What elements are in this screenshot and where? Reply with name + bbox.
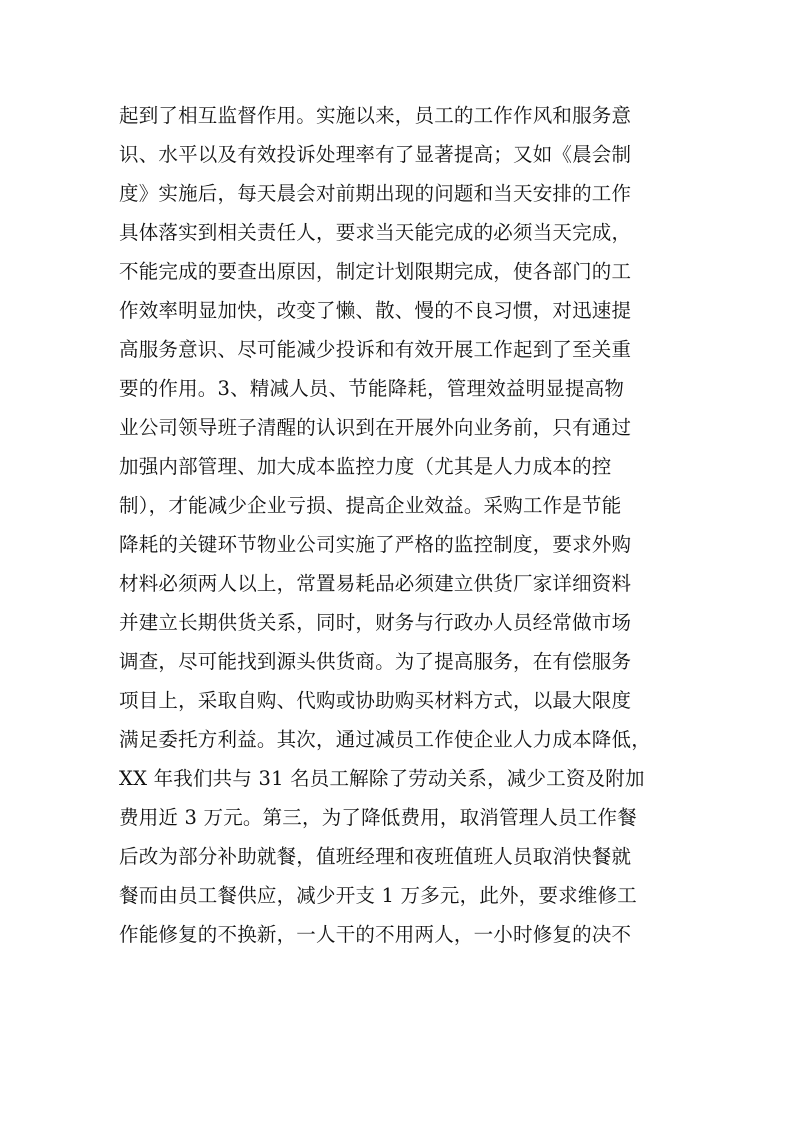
text-line: 并建立长期供货关系，同时，财务与行政办人员经常做市场 bbox=[119, 611, 632, 634]
text-line: 业公司领导班子清醒的认识到在开展外向业务前，只有通过 bbox=[119, 416, 632, 439]
text-line: 加强内部管理、加大成本监控力度（尤其是人力成本的控 bbox=[119, 455, 612, 478]
text-line: XX 年我们共与 31 名员工解除了劳动关系，减少工资及附加 bbox=[119, 767, 645, 790]
text-line: 项目上，采取自购、代购或协助购买材料方式，以最大限度 bbox=[119, 689, 632, 712]
text-line: 后改为部分补助就餐，值班经理和夜班值班人员取消快餐就 bbox=[119, 845, 632, 868]
text-line: 调查，尽可能找到源头供货商。为了提高服务，在有偿服务 bbox=[119, 650, 632, 673]
text-line: 费用近 3 万元。第三，为了降低费用，取消管理人员工作餐 bbox=[119, 806, 637, 829]
text-line: 餐而由员工餐供应，减少开支 1 万多元，此外，要求维修工 bbox=[119, 884, 637, 907]
text-line: 识、水平以及有效投诉处理率有了显著提高；又如《晨会制 bbox=[119, 143, 632, 166]
body-text bbox=[119, 96, 679, 954]
text-line: 满足委托方利益。其次，通过减员工作使企业人力成本降低， bbox=[119, 728, 651, 751]
text-line: 材料必须两人以上，常置易耗品必须建立供货厂家详细资料 bbox=[119, 572, 632, 595]
text-line: 要的作用。3、精减人员、节能降耗，管理效益明显提高物 bbox=[119, 377, 625, 400]
text-line: 度》实施后，每天晨会对前期出现的问题和当天安排的工作 bbox=[119, 182, 632, 205]
text-line: 作效率明显加快，改变了懒、散、慢的不良习惯，对迅速提 bbox=[119, 299, 632, 322]
text-line: 起到了相互监督作用。实施以来，员工的工作作风和服务意 bbox=[119, 104, 632, 127]
text-line: 制），才能减少企业亏损、提高企业效益。采购工作是节能 bbox=[119, 494, 622, 517]
text-line: 降耗的关键环节物业公司实施了严格的监控制度，要求外购 bbox=[119, 533, 632, 556]
text-line: 高服务意识、尽可能减少投诉和有效开展工作起到了至关重 bbox=[119, 338, 632, 361]
text-line: 作能修复的不换新，一人干的不用两人，一小时修复的决不 bbox=[119, 923, 632, 946]
text-line: 具体落实到相关责任人，要求当天能完成的必须当天完成， bbox=[119, 221, 632, 244]
text-line: 不能完成的要查出原因，制定计划限期完成，使各部门的工 bbox=[119, 260, 632, 283]
